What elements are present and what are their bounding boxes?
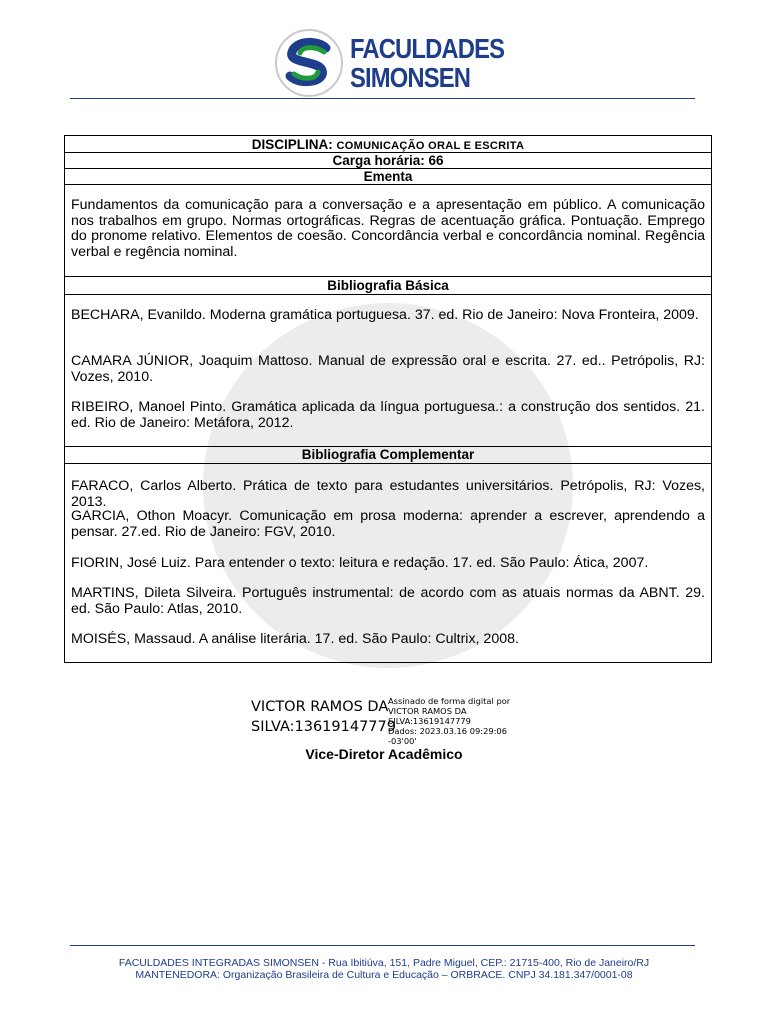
signature-detail-line: Dados: 2023.03.16 09:29:06 -03'00': [388, 726, 507, 746]
workload: Carga horária: 66: [332, 153, 444, 168]
syllabus-table: [64, 135, 712, 663]
divider: [65, 463, 711, 464]
header-divider: [70, 98, 695, 99]
ementa-text: Fundamentos da comunicação para a conversação e a apresentação em público. A comunicação nos trabalhos em grupo. Normas ortográficas. Regras de acentuação gráfica. Pontuação. Emprego do pronome relativo. Elementos de coesão. Concordância verbal e concordância nominal. Regência verbal e regência nominal.: [71, 197, 705, 260]
footer-divider: [70, 945, 695, 946]
signer-name-line-1: VICTOR RAMOS DA: [251, 699, 389, 715]
logo-emblem-icon: [274, 28, 344, 98]
signer-name: [251, 697, 396, 737]
logo-wordmark: [350, 34, 504, 92]
discipline-label: DISCIPLINA:: [251, 137, 333, 152]
signature-detail-line: VICTOR RAMOS DA: [388, 706, 467, 716]
ementa-title: Ementa: [363, 169, 413, 184]
complementary-reference: FARACO, Carlos Alberto. Prática de texto para estudantes universitários. Petrópolis, RJ: Vozes, 2013.: [71, 478, 705, 510]
page-footer: [0, 957, 768, 981]
signature-detail-line: SILVA:13619147779: [388, 716, 471, 726]
signer-name-line-2: SILVA:13619147779: [251, 719, 396, 735]
divider: [65, 294, 711, 295]
signature-details: [388, 696, 538, 746]
complementary-reference: GARCIA, Othon Moacyr. Comunicação em prosa moderna: aprender a escrever, aprendendo a pensar. 27.ed. Rio de Janeiro: FGV, 2010.: [71, 508, 705, 540]
footer-address: FACULDADES INTEGRADAS SIMONSEN - Rua Ibitiúva, 151, Padre Miguel, CEP.: 21715-400, Rio de Janeiro/RJ: [118, 957, 650, 969]
basic-reference: RIBEIRO, Manoel Pinto. Gramática aplicada da língua portuguesa.: a construção dos sentidos. 21. ed. Rio de Janeiro: Metáfora, 2012.: [71, 399, 705, 431]
complementary-bibliography-title: Bibliografia Complementar: [301, 447, 475, 462]
logo-line-2: SIMONSEN: [350, 62, 471, 93]
basic-reference: CAMARA JÚNIOR, Joaquim Mattoso. Manual de expressão oral e escrita. 27. ed.. Petrópolis, RJ: Vozes, 2010.: [71, 353, 705, 385]
discipline-name: COMUNICAÇÃO ORAL E ESCRITA: [336, 140, 525, 152]
institution-logo: [274, 28, 504, 100]
complementary-reference: MARTINS, Dileta Silveira. Português instrumental: de acordo com as atuais normas da ABNT. 29. ed. São Paulo: Atlas, 2010.: [71, 585, 705, 617]
divider: [65, 184, 711, 185]
basic-reference: BECHARA, Evanildo. Moderna gramática portuguesa. 37. ed. Rio de Janeiro: Nova Fronteira, 2009.: [71, 307, 699, 323]
complementary-reference: MOISÉS, Massaud. A análise literária. 17. ed. São Paulo: Cultrix, 2008.: [71, 631, 519, 647]
signer-role: Vice-Diretor Acadêmico: [305, 746, 463, 762]
complementary-reference: FIORIN, José Luiz. Para entender o texto: leitura e redação. 17. ed. São Paulo: Ática, 2007.: [71, 555, 649, 571]
signature-detail-line: Assinado de forma digital por: [388, 696, 511, 706]
basic-bibliography-title: Bibliografia Básica: [327, 278, 449, 293]
footer-maintainer: MANTENEDORA: Organização Brasileira de Cultura e Educação – ORBRACE. CNPJ 34.181.347/0001-08: [135, 969, 633, 981]
divider: [65, 276, 711, 277]
logo-line-1: FACULDADES: [350, 33, 505, 64]
